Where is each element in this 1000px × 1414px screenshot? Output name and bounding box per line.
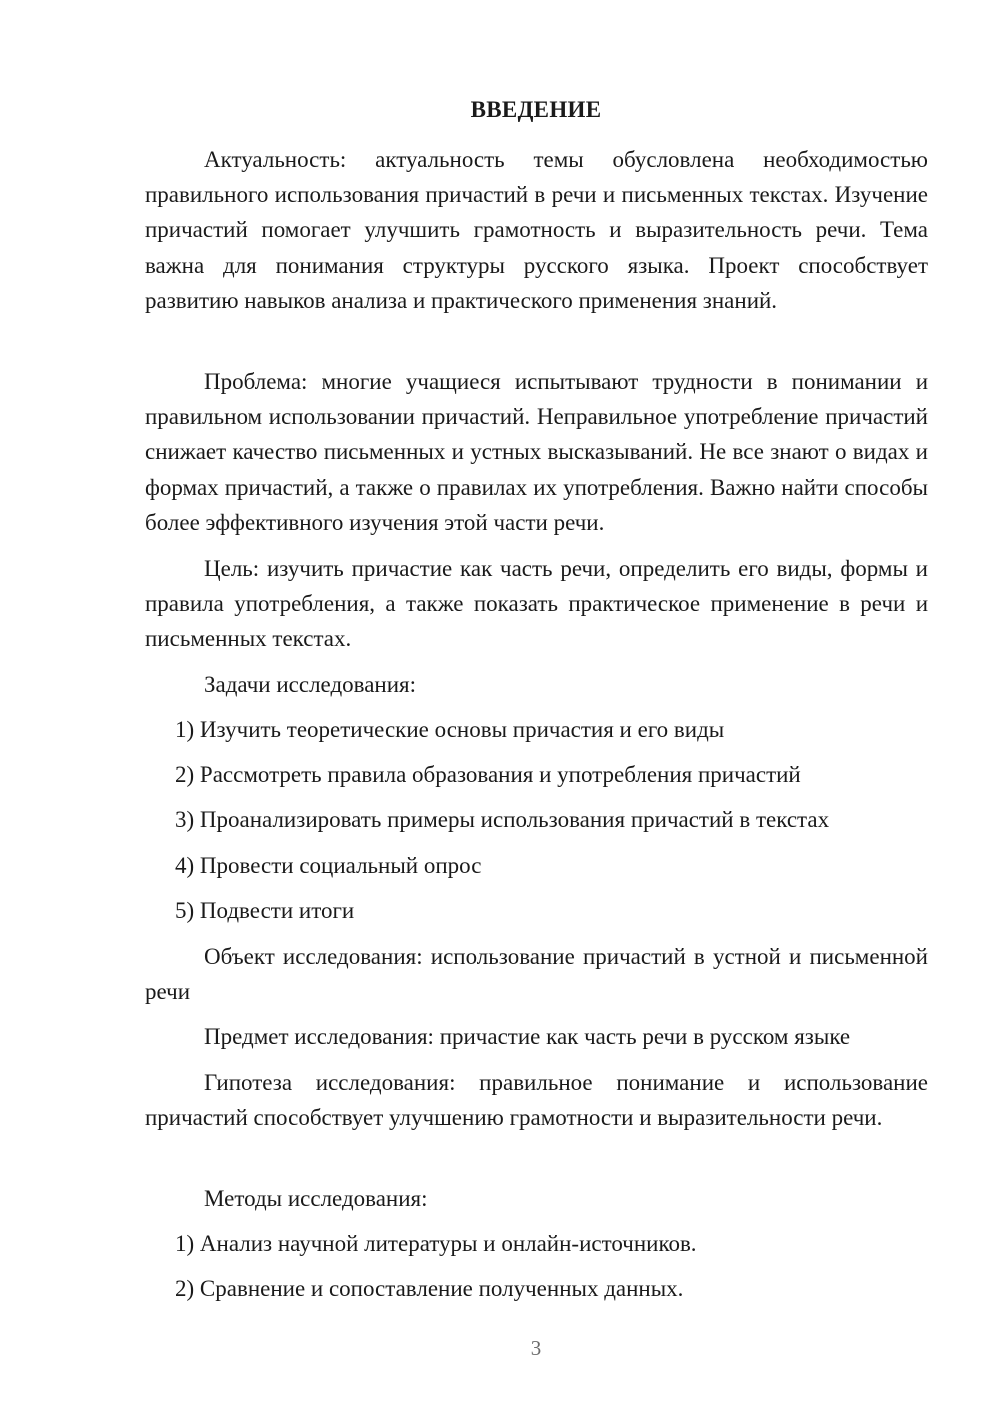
- object-paragraph: Объект исследования: использование причастий в устной и письменной речи: [145, 944, 928, 1005]
- page-title: ВВЕДЕНИЕ: [470, 97, 602, 122]
- relevance-paragraph: Актуальность: актуальность темы обусловлена необходимостью правильного использования причастий в речи и письменных текстах. Изучение причастий помогает улучшить грамотность и выразительность речи. Тема важна для понимания структуры русского языка. Проект способствует развитию навыков анализа и практического применения знаний.: [145, 147, 928, 313]
- method-item-2: 2) Сравнение и сопоставление полученных данных.: [175, 1276, 684, 1301]
- task-item-4: 4) Провести социальный опрос: [175, 853, 482, 878]
- problem-paragraph: Проблема: многие учащиеся испытывают трудности в понимании и правильном использовании причастий. Неправильное употребление причастий снижает качество письменных и устных высказываний. Не все знают о видах и формах причастий, а также о правилах их употребления. Важно найти способы более эффективного изучения этой части речи.: [145, 369, 928, 535]
- tasks-heading: Задачи исследования:: [204, 672, 417, 697]
- subject-paragraph: Предмет исследования: причастие как часть речи в русском языке: [204, 1024, 851, 1049]
- goal-paragraph: Цель: изучить причастие как часть речи, определить его виды, формы и правила употребления, а также показать практическое применение в речи и письменных текстах.: [145, 556, 928, 652]
- method-item-1: 1) Анализ научной литературы и онлайн-источников.: [175, 1231, 697, 1256]
- task-item-3: 3) Проанализировать примеры использования причастий в текстах: [175, 807, 830, 832]
- task-item-1: 1) Изучить теоретические основы причастия и его виды: [175, 717, 725, 742]
- page-number: 3: [530, 1336, 542, 1360]
- hypothesis-paragraph: Гипотеза исследования: правильное понимание и использование причастий способствует улучшению грамотности и выразительности речи.: [145, 1070, 928, 1131]
- methods-heading: Методы исследования:: [204, 1186, 428, 1211]
- task-item-2: 2) Рассмотреть правила образования и употребления причастий: [175, 762, 801, 787]
- task-item-5: 5) Подвести итоги: [175, 898, 355, 923]
